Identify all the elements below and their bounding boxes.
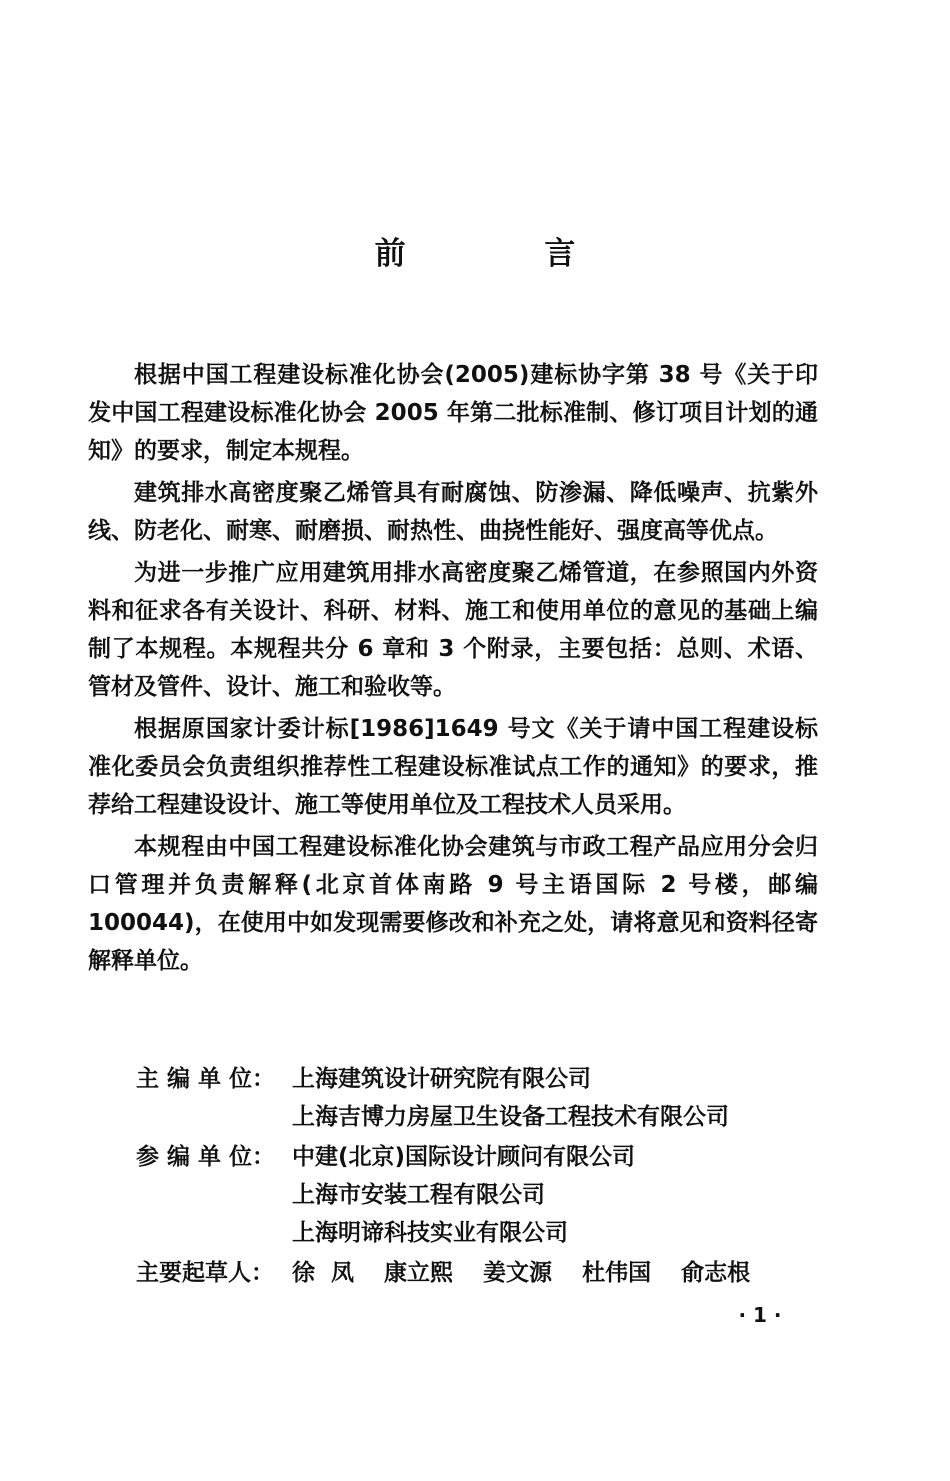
- paragraph-3: 为进一步推广应用建筑用排水高密度聚乙烯管道，在参照国内外资料和征求各有关设计、科研、材料、施工和使用单位的意见的基础上编制了本规程。本规程共分 6 章和 3 个附录，主要包括：总则、术语、管材及管件、设计、施工和验收等。: [88, 560, 818, 700]
- drafters-names: [292, 1254, 856, 1292]
- preface-body: [88, 356, 818, 984]
- units-section: [136, 1060, 856, 1294]
- drafters-row: [136, 1254, 856, 1292]
- chief-editor-row: [136, 1060, 856, 1136]
- drafter-name: 俞志根: [681, 1260, 751, 1286]
- participating-unit: 中建(北京)国际设计顾问有限公司: [292, 1144, 636, 1170]
- drafter-name: 杜伟国: [582, 1260, 652, 1286]
- paragraph-2: 建筑排水高密度聚乙烯管具有耐腐蚀、防渗漏、降低噪声、抗紫外线、防老化、耐寒、耐磨损、耐热性、曲挠性能好、强度高等优点。: [88, 480, 818, 544]
- drafter-name: 康立熙: [384, 1260, 454, 1286]
- chief-editor-label: 主 编 单 位：: [136, 1066, 276, 1092]
- participating-unit: 上海市安装工程有限公司: [292, 1182, 545, 1208]
- paragraph-5: 本规程由中国工程建设标准化协会建筑与市政工程产品应用分会归口管理并负责解释(北京首体南路 9 号主语国际 2 号楼，邮编 100044)，在使用中如发现需要修改和补充之处，请将意见和资料径寄解释单位。: [88, 834, 818, 974]
- drafter-name: 姜文源: [483, 1260, 553, 1286]
- participating-label: 参 编 单 位：: [136, 1144, 276, 1170]
- paragraph-4: 根据原国家计委计标[1986]1649 号文《关于请中国工程建设标准化委员会负责组织推荐性工程建设标准试点工作的通知》的要求，推荐给工程建设设计、施工等使用单位及工程技术人员采用。: [88, 716, 818, 818]
- chief-editor-unit: 上海吉博力房屋卫生设备工程技术有限公司: [292, 1104, 729, 1130]
- paragraph-1: 根据中国工程建设标准化协会(2005)建标协字第 38 号《关于印发中国工程建设标准化协会 2005 年第二批标准制、修订项目计划的通知》的要求，制定本规程。: [88, 362, 818, 464]
- chief-editor-units: [292, 1060, 856, 1136]
- drafter-name: 徐 凤: [292, 1260, 355, 1286]
- participating-row: [136, 1138, 856, 1252]
- participating-unit: 上海明谛科技实业有限公司: [292, 1220, 568, 1246]
- chief-editor-unit: 上海建筑设计研究院有限公司: [292, 1066, 591, 1092]
- page-number: · 1 ·: [738, 1303, 782, 1327]
- drafters-label: 主要起草人：: [136, 1260, 274, 1286]
- page-title: 前 言: [374, 236, 640, 272]
- participating-units: [292, 1138, 856, 1252]
